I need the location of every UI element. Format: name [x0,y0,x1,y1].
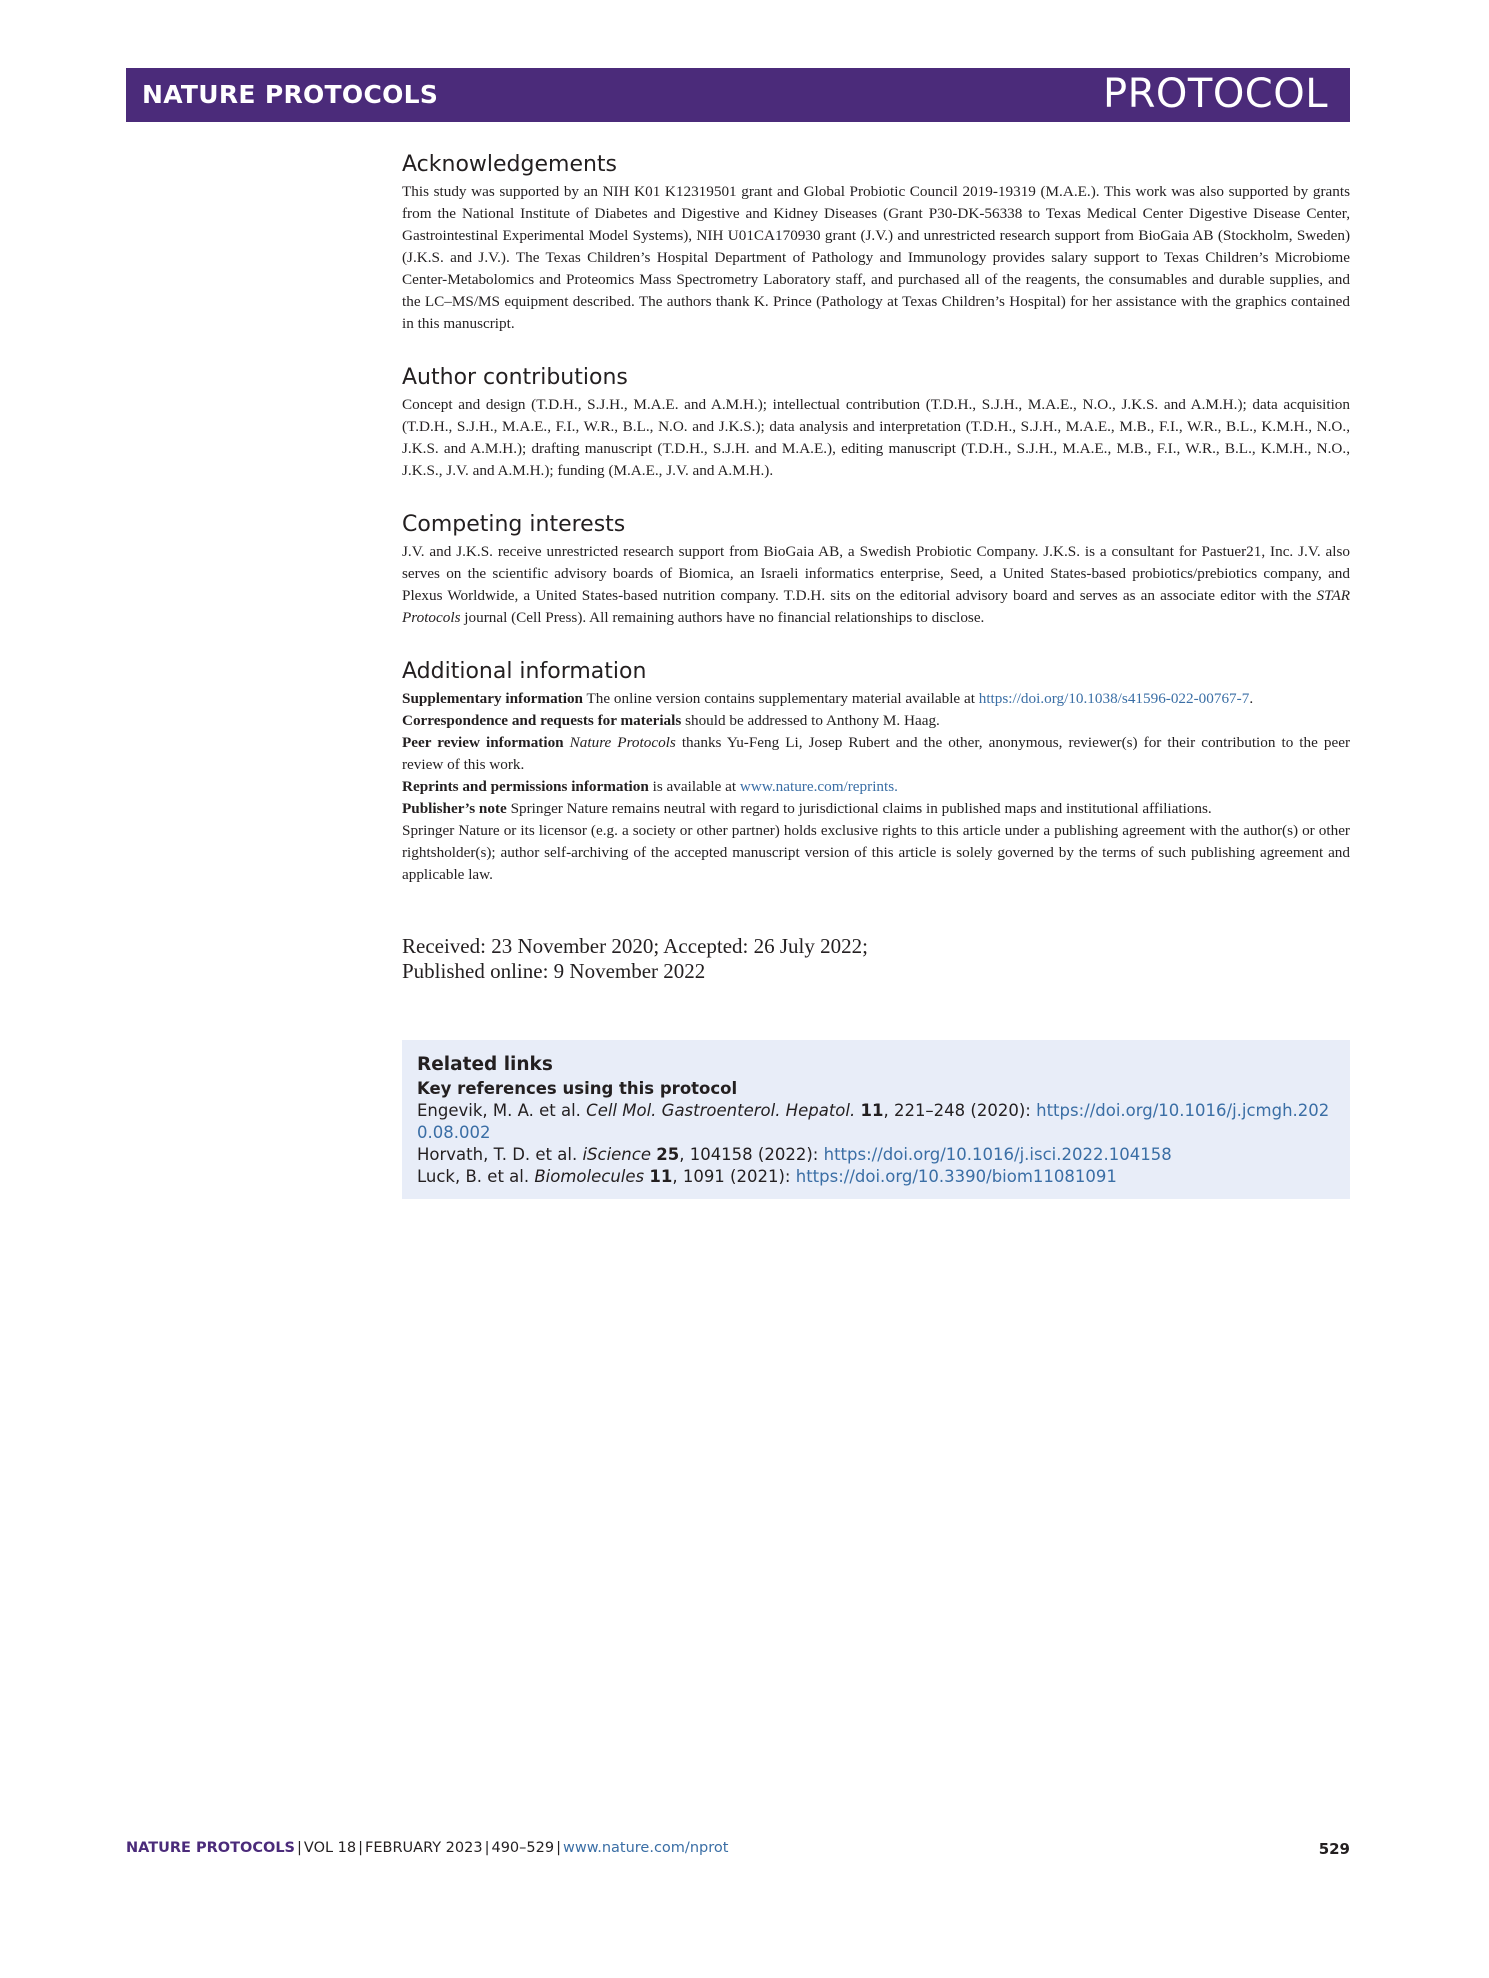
competing-interests-heading: Competing interests [402,512,626,537]
related-reference [417,1166,1335,1188]
author-contributions-text: Concept and design (T.D.H., S.J.H., M.A.E. and A.M.H.); intellectual contribution (T.D.H., S.J.H., M.A.E., N.O., J.K.S. and A.M.H.); data acquisition (T.D.H., S.J.H., M.A.E., F.I., W.R., B.L., N.O. and J.K.S.); data analysis and interpretation (T.D.H., S.J.H., M.A.E., M.B., F.I., W.R., B.L., K.M.H., N.O., J.K.S. and A.M.H.); drafting manuscript (T.D.H., S.J.H. and M.A.E.), editing manuscript (T.D.H., S.J.H., M.A.E., M.B., F.I., W.R., B.L., K.M.H., N.O., J.K.S., J.V. and A.M.H.); funding (M.A.E., J.V. and A.M.H.). [402,396,1350,479]
additional-information-heading: Additional information [402,659,647,684]
publication-dates [402,934,1350,984]
reference-authors: Luck, B. et al. [417,1167,535,1186]
additional-information-section [402,659,1350,886]
reprints-info [402,776,1350,798]
author-contributions-section [402,365,1350,482]
reference-journal: iScience [582,1145,651,1164]
competing-interests-section [402,512,1350,629]
reference-details: , 104158 (2022): [679,1145,824,1164]
reference-journal: Cell Mol. Gastroenterol. Hepatol. [586,1101,856,1120]
reference-details: , 1091 (2021): [672,1167,796,1186]
related-links-heading: Related links [417,1054,553,1075]
acknowledgements-heading: Acknowledgements [402,152,618,177]
correspondence-info [402,710,1350,732]
peer-review-text: thanks Yu-Feng Li, Josep Rubert and the other, anonymous, reviewer(s) for their contribution to the peer review of this work. [402,734,1351,773]
reference-link[interactable]: https://doi.org/10.1016/j.isci.2022.104158 [823,1145,1172,1164]
related-links-subheading: Key references using this protocol [417,1079,738,1098]
star-protocols-journal: STAR Protocols [402,587,1350,626]
supplementary-end: . [1249,690,1254,707]
supplementary-text: The online version contains supplementary material available at [583,690,979,707]
acknowledgements-text: This study was supported by an NIH K01 K12319501 grant and Global Probiotic Council 2019-19319 (M.A.E.). This work was also supported by grants from the National Institute of Diabetes and Digestive and Kidney Diseases (Grant P30-DK-56338 to Texas Medical Center Digestive Disease Center, Gastrointestinal Experimental Model Systems), NIH U01CA170930 grant (J.V.) and unrestricted research support from BioGaia AB (Stockholm, Sweden) (J.K.S. and J.V.). The Texas Children’s Hospital Department of Pathology and Immunology provides salary support to Texas Children’s Microbiome Center-Metabolomics and Proteomics Mass Spectrometry Laboratory staff, and purchased all of the reagents, the consumables and durable supplies, and the LC–MS/MS equipment described. The authors thank K. Prince (Pathology at Texas Children’s Hospital) for her assistance with the graphics contained in this manuscript. [402,183,1350,332]
supplementary-link[interactable]: https://doi.org/10.1038/s41596-022-00767-7 [978,690,1250,707]
reference-link[interactable]: https://doi.org/10.1016/j.jcmgh.2020.08.002 [417,1101,1330,1142]
reprints-link[interactable]: www.nature.com/reprints. [739,778,898,795]
competing-interests-text-part: journal (Cell Press). All remaining authors have no financial relationships to disclose. [460,609,985,626]
reference-volume: 11 [649,1167,673,1186]
supplementary-label: Supplementary information [402,690,583,707]
journal-header-bar [126,68,1350,122]
peer-review-label: Peer review information [402,734,564,751]
related-links-box [402,1040,1350,1199]
rights-statement: Springer Nature or its licensor (e.g. a society or other partner) holds exclusive rights to this article under a publishing agreement with the author(s) or other rightsholder(s); author self-archiving of the accepted manuscript version of this article is solely governed by the terms of such publishing agreement and applicable law. [402,822,1350,883]
publisher-note [402,798,1350,820]
competing-interests-text [402,541,1350,629]
correspondence-text: should be addressed to Anthony M. Haag. [681,712,940,729]
footer-pages: 490–529 [491,1840,555,1856]
reference-volume: 11 [860,1101,884,1120]
reference-volume: 25 [656,1145,680,1164]
peer-review-journal: Nature Protocols [569,734,676,751]
article-type: PROTOCOL [1102,71,1328,117]
reference-journal: Biomolecules [534,1167,645,1186]
acknowledgements-section [402,152,1350,335]
page-footer: NATURE PROTOCOLS | VOL 18 | FEBRUARY 2023 | 490–529 | www.nature.com/nprot 529 [126,1840,1350,1858]
reprints-text: is available at [648,778,740,795]
reference-details: , 221–248 (2020): [883,1101,1037,1120]
author-contributions-heading: Author contributions [402,365,628,390]
reference-authors: Horvath, T. D. et al. [417,1145,583,1164]
related-reference [417,1144,1335,1166]
supplementary-info [402,688,1350,710]
reference-link[interactable]: https://doi.org/10.3390/biom11081091 [795,1167,1117,1186]
related-reference [417,1100,1335,1144]
received-accepted-dates: Received: 23 November 2020; Accepted: 26 July 2022; [402,934,868,958]
footer-date: FEBRUARY 2023 [365,1840,483,1856]
footer-journal: NATURE PROTOCOLS [126,1840,296,1856]
page-number: 529 [1318,1840,1350,1858]
peer-review-info [402,732,1350,776]
footer-url[interactable]: www.nature.com/nprot [562,1840,729,1856]
reprints-label: Reprints and permissions information [402,778,649,795]
journal-name: NATURE PROTOCOLS [142,80,439,109]
reference-authors: Engevik, M. A. et al. [417,1101,587,1120]
correspondence-label: Correspondence and requests for materials [402,712,682,729]
main-content [402,152,1350,1199]
publisher-note-label: Publisher’s note [402,800,507,817]
publisher-note-text: Springer Nature remains neutral with regard to jurisdictional claims in published maps and institutional affiliations. [506,800,1212,817]
published-online-date: Published online: 9 November 2022 [402,959,706,983]
footer-volume: VOL 18 [303,1840,357,1856]
competing-interests-text-part: J.V. and J.K.S. receive unrestricted research support from BioGaia AB, a Swedish Probiotic Company. J.K.S. is a consultant for Pastuer21, Inc. J.V. also serves on the scientific advisory boards of Biomica, an Israeli informatics enterprise, Seed, a United States-based probiotics/prebiotics company, and Plexus Worldwide, a United States-based nutrition company. T.D.H. sits on the editorial advisory board and serves as an associate editor with the [402,543,1350,604]
